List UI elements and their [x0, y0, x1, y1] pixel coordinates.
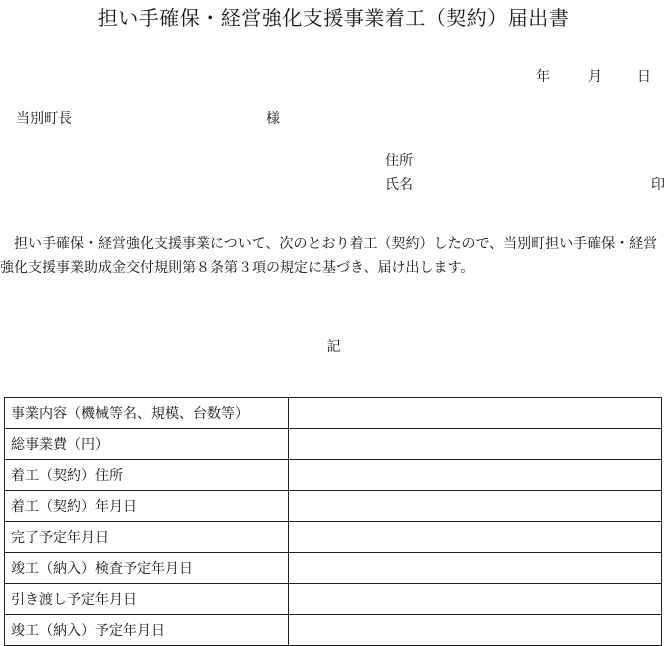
- table-row: [5, 584, 662, 615]
- page-title: 担い手確保・経営強化支援事業着工（契約）届出書: [97, 6, 570, 30]
- seal-mark: 印: [651, 177, 665, 193]
- row-label: 総事業費（円）: [5, 429, 289, 460]
- row-label: 着工（契約）年月日: [5, 491, 289, 522]
- table-row: [5, 398, 662, 429]
- row-label: 引き渡し予定年月日: [5, 584, 289, 615]
- table-row: [5, 429, 662, 460]
- row-value-field[interactable]: [289, 491, 662, 522]
- date-day-label: 日: [637, 69, 651, 85]
- row-value-field[interactable]: [289, 429, 662, 460]
- row-value-field[interactable]: [289, 553, 662, 584]
- table-row: [5, 491, 662, 522]
- table-row: [5, 615, 662, 646]
- row-label: 着工（契約）住所: [5, 460, 289, 491]
- body-paragraph: 担い手確保・経営強化支援事業について、次のとおり着工（契約）したので、当別町担い手確保・経営強化支援事業助成金交付規則第８条第３項の規定に基づき、届け出します。: [0, 236, 658, 276]
- row-label: 完了予定年月日: [5, 522, 289, 553]
- row-label: 竣工（納入）検査予定年月日: [5, 553, 289, 584]
- table-row: [5, 553, 662, 584]
- row-label: 事業内容（機械等名、規模、台数等）: [5, 398, 289, 429]
- date-year-label: 年: [536, 69, 550, 85]
- table-row: [5, 522, 662, 553]
- row-value-field[interactable]: [289, 615, 662, 646]
- row-value-field[interactable]: [289, 584, 662, 615]
- date-month-label: 月: [588, 69, 602, 85]
- honorific: 様: [266, 111, 280, 127]
- address-label: 住所: [385, 153, 413, 169]
- row-value-field[interactable]: [289, 522, 662, 553]
- ki-heading: 記: [326, 339, 341, 355]
- table-row: [5, 460, 662, 491]
- details-table: [4, 397, 662, 646]
- addressee: 当別町長: [16, 111, 72, 127]
- row-value-field[interactable]: [289, 398, 662, 429]
- row-label: 竣工（納入）予定年月日: [5, 615, 289, 646]
- name-label: 氏名: [385, 177, 413, 193]
- row-value-field[interactable]: [289, 460, 662, 491]
